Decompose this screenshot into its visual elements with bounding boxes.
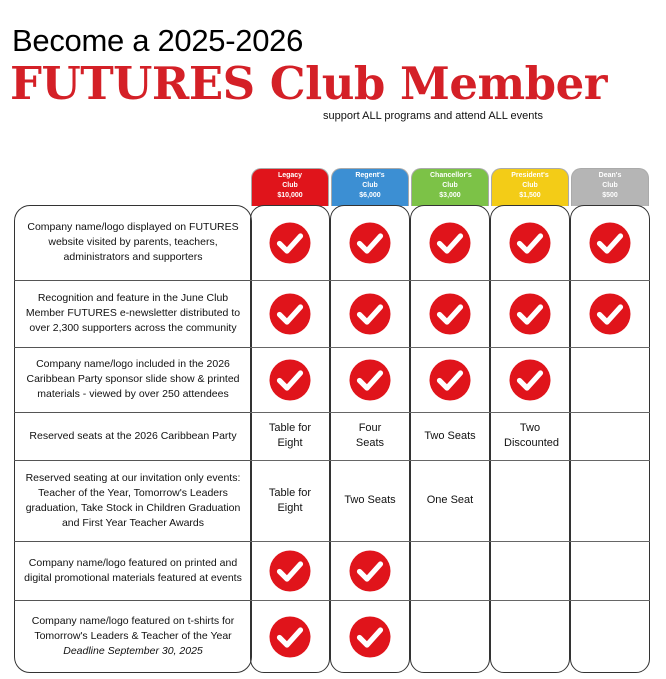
cell-divider: [490, 541, 570, 542]
benefit-label: [14, 412, 252, 460]
cell-divider: [490, 460, 570, 461]
check-circle-icon: [490, 205, 570, 280]
tier-header-0: [251, 168, 329, 206]
benefit-value-text: Four Seats: [355, 422, 385, 449]
benefit-label: [14, 205, 252, 280]
check-circle-icon: [330, 205, 410, 280]
check-circle-icon: [250, 600, 330, 673]
benefit-label: [14, 280, 252, 347]
benefit-value: [330, 460, 410, 541]
check-circle-icon: [330, 280, 410, 347]
benefit-value: [250, 460, 330, 541]
benefit-label: [14, 460, 252, 541]
cell-divider: [570, 541, 650, 542]
check-circle-icon: [570, 205, 650, 280]
benefit-text: Company name/logo featured on t-shirts for Tomorrow's Leaders & Teacher of the Year: [31, 615, 235, 642]
check-circle-icon: [410, 205, 490, 280]
tier-price: $1,500: [519, 192, 541, 199]
cell-divider: [570, 412, 650, 413]
cell-divider: [490, 600, 570, 601]
check-circle-icon: [250, 205, 330, 280]
benefit-value: [330, 412, 410, 460]
tier-name: Regent's Club: [355, 172, 385, 189]
benefit-value-text: Two Discounted: [504, 422, 560, 449]
check-circle-icon: [330, 541, 410, 600]
check-circle-icon: [490, 347, 570, 412]
tier-price: $10,000: [277, 192, 303, 199]
cell-divider: [570, 347, 650, 348]
tier-price: $3,000: [439, 192, 461, 199]
tier-price: $500: [602, 192, 618, 199]
tier-price: $6,000: [359, 192, 381, 199]
benefit-label: [14, 600, 252, 673]
tier-name: Dean's Club: [598, 172, 622, 189]
check-circle-icon: [570, 280, 650, 347]
tier-name: President's Club: [511, 172, 549, 189]
benefit-text: Reserved seating at our invitation only events: Teacher of the Year, Tomorrow's Leaders graduation, Take Stock in Children Graduation and First Year Teacher Awards: [25, 471, 241, 529]
tier-name: Chancellor's Club: [430, 172, 472, 189]
tier-header-4: [571, 168, 649, 206]
benefit-text: Reserved seats at the 2026 Caribbean Party: [29, 429, 237, 442]
benefit-value: [250, 412, 330, 460]
check-circle-icon: [250, 347, 330, 412]
tier-name: Legacy Club: [277, 172, 303, 189]
subtitle: support ALL programs and attend ALL events: [323, 110, 543, 122]
tier-header-1: [331, 168, 409, 206]
check-circle-icon: [250, 280, 330, 347]
benefit-value-text: Two Seats: [344, 494, 396, 506]
heading-line2: FUTURES Club Member: [10, 57, 607, 110]
benefit-text: Company name/logo included in the 2026 Caribbean Party sponsor slide show & printed materials - viewed by over 250 attendees: [26, 358, 240, 400]
row-divider: [14, 347, 252, 348]
row-divider: [14, 460, 252, 461]
row-divider: [14, 280, 252, 281]
benefit-label: [14, 541, 252, 600]
cell-divider: [410, 541, 490, 542]
benefit-value-text: Table for Eight: [268, 422, 312, 449]
check-circle-icon: [490, 280, 570, 347]
cell-divider: [410, 600, 490, 601]
cell-divider: [570, 600, 650, 601]
benefit-value-text: Two Seats: [424, 429, 476, 442]
tier-header-2: [411, 168, 489, 206]
benefit-text: Recognition and feature in the June Club Member FUTURES e-newsletter distributed to over 2,300 supporters across the community: [25, 292, 241, 334]
benefit-value: [410, 460, 490, 541]
check-circle-icon: [410, 280, 490, 347]
row-divider: [14, 412, 252, 413]
benefit-value: [410, 412, 490, 460]
row-divider: [14, 541, 252, 542]
deadline-note: Deadline September 30, 2025: [63, 645, 203, 657]
benefit-text: Company name/logo displayed on FUTURES website visited by parents, teachers, administrators and supporters: [27, 221, 239, 263]
check-circle-icon: [330, 347, 410, 412]
benefit-value: [490, 412, 570, 460]
tier-header-3: [491, 168, 569, 206]
benefit-value-text: Table for Eight: [268, 486, 312, 514]
heading-line1: Become a 2025-2026: [12, 23, 304, 58]
benefit-value-text: One Seat: [426, 494, 474, 506]
check-circle-icon: [330, 600, 410, 673]
check-circle-icon: [410, 347, 490, 412]
check-circle-icon: [250, 541, 330, 600]
benefit-label: [14, 347, 252, 412]
cell-divider: [570, 460, 650, 461]
row-divider: [14, 600, 252, 601]
benefit-text: Company name/logo featured on printed and digital promotional materials featured at events: [24, 556, 242, 584]
